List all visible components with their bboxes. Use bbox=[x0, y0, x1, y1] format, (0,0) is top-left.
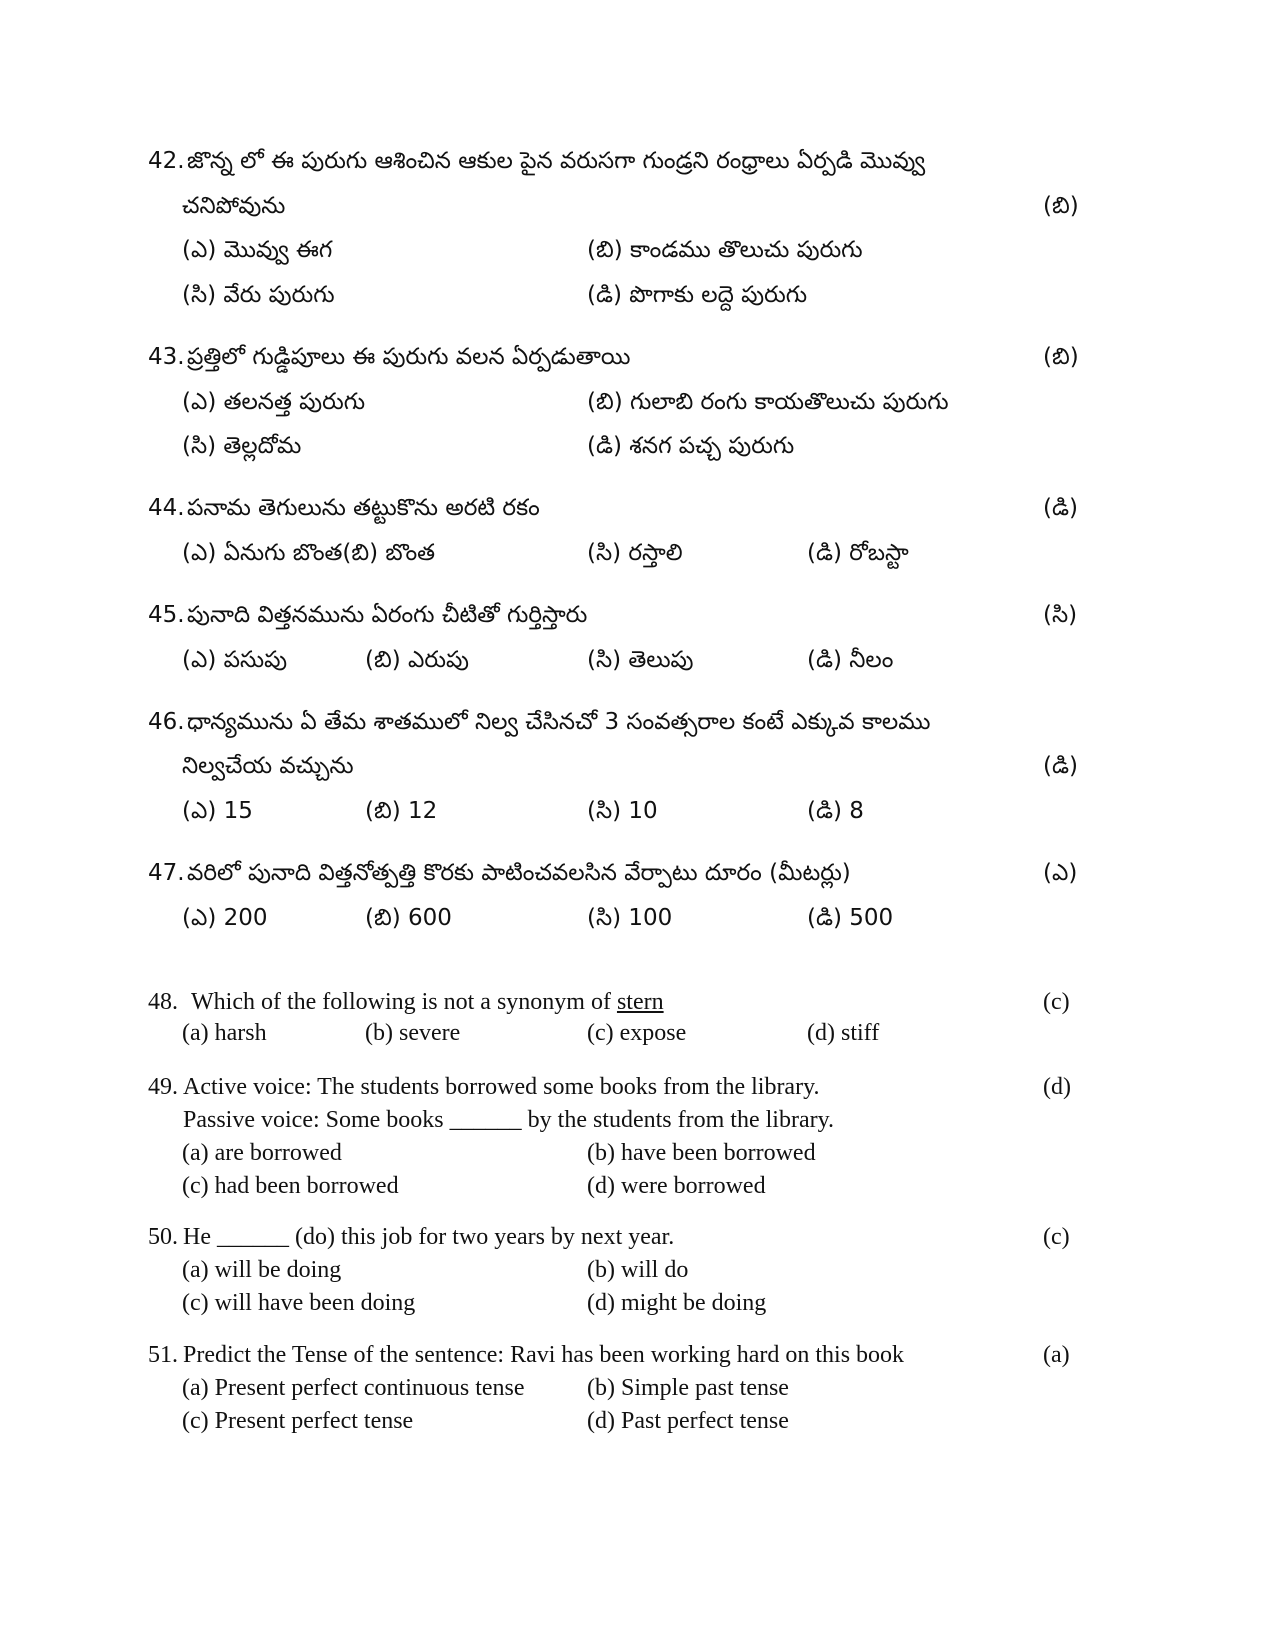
question-number: 51. bbox=[148, 1342, 178, 1368]
option-c: (సి) 10 bbox=[587, 798, 658, 824]
answer-key: (ఎ) bbox=[1043, 860, 1078, 886]
option-b: (b) have been borrowed bbox=[587, 1140, 816, 1166]
option-d: (d) Past perfect tense bbox=[587, 1408, 789, 1434]
question-text-prefix: Which of the following is not a synonym of bbox=[191, 989, 611, 1015]
option-b: (బి) గులాబి రంగు కాయతొలుచు పురుగు bbox=[587, 389, 949, 415]
option-d: (d) were borrowed bbox=[587, 1173, 766, 1199]
answer-key: (c) bbox=[1043, 989, 1070, 1015]
question-number: 47. bbox=[148, 860, 185, 886]
answer-key: (a) bbox=[1043, 1342, 1070, 1368]
answer-key: (బి) bbox=[1043, 193, 1079, 219]
option-a: (ఎ) తలనత్త పురుగు bbox=[182, 389, 366, 415]
answer-key: (సి) bbox=[1043, 602, 1078, 628]
question-number: 44. bbox=[148, 495, 185, 521]
question-text: Predict the Tense of the sentence: Ravi has been working hard on this book bbox=[183, 1342, 905, 1368]
option-a: (a) Present perfect continuous tense bbox=[182, 1375, 525, 1401]
question-text: వరిలో పునాది విత్తనోత్పత్తి కొరకు పాటించవలసిన వేర్పాటు దూరం (మీటర్లు) bbox=[187, 860, 851, 886]
option-c: (సి) 100 bbox=[587, 905, 673, 931]
question-number: 49. bbox=[148, 1074, 178, 1100]
option-b: (b) severe bbox=[365, 1020, 461, 1046]
question-text: పునాది విత్తనమును ఏరంగు చీటితో గుర్తిస్తారు bbox=[187, 602, 588, 628]
underlined-word: stern bbox=[616, 989, 664, 1015]
question-number: 46. bbox=[148, 709, 185, 735]
question-number: 45. bbox=[148, 602, 185, 628]
question-number: 50. bbox=[148, 1224, 178, 1250]
option-d: (డి) 500 bbox=[807, 905, 894, 931]
option-c: (సి) వేరు పురుగు bbox=[182, 282, 335, 308]
option-a: (ఎ) 15 bbox=[182, 798, 253, 824]
answer-key: (డి) bbox=[1043, 495, 1078, 521]
option-c: (సి) తెల్లదోమ bbox=[182, 433, 302, 459]
question-text: ప్రత్తిలో గుడ్డిపూలు ఈ పురుగు వలన ఏర్పడుతాయి bbox=[187, 344, 631, 370]
option-b: (బి) ఎరుపు bbox=[365, 647, 469, 673]
question-text: He ______ (do) this job for two years by next year. bbox=[183, 1224, 675, 1250]
option-d: (d) stiff bbox=[807, 1020, 880, 1046]
question-text: Active voice: The students borrowed some books from the library. bbox=[183, 1074, 820, 1100]
question-text-continued: నిల్వచేయ వచ్చును bbox=[182, 753, 354, 779]
option-a: (ఎ) 200 bbox=[182, 905, 268, 931]
option-c: (c) will have been doing bbox=[182, 1290, 416, 1316]
option-d: (డి) నీలం bbox=[807, 647, 894, 673]
option-b: (బి) కాండము తొలుచు పురుగు bbox=[587, 237, 863, 263]
option-b: (b) Simple past tense bbox=[587, 1375, 789, 1401]
question-text: పనామ తెగులును తట్టుకొను అరటి రకం bbox=[187, 495, 540, 521]
question-text: ధాన్యమును ఏ తేమ శాతములో నిల్వ చేసినచో 3 సంవత్సరాల కంటే ఎక్కువ కాలము bbox=[187, 709, 931, 735]
option-b: (బి) 12 bbox=[365, 798, 438, 824]
option-d: (డి) శనగ పచ్చ పురుగు bbox=[587, 433, 795, 459]
option-b: (b) will do bbox=[587, 1257, 689, 1283]
option-a-b: (ఎ) ఏనుగు బొంత(బి) బొంత bbox=[182, 540, 436, 566]
option-c: (c) had been borrowed bbox=[182, 1173, 399, 1199]
option-a: (a) are borrowed bbox=[182, 1140, 342, 1166]
option-d: (d) might be doing bbox=[587, 1290, 767, 1316]
question-number: 42. bbox=[148, 148, 185, 174]
option-d: (డి) పొగాకు లద్దె పురుగు bbox=[587, 282, 808, 308]
option-b: (బి) 600 bbox=[365, 905, 452, 931]
option-c: (c) expose bbox=[587, 1020, 687, 1046]
answer-key: (d) bbox=[1043, 1074, 1071, 1100]
question-text-continued: చనిపోవును bbox=[182, 193, 286, 219]
option-c: (సి) రస్తాలి bbox=[587, 540, 683, 566]
option-a: (ఎ) మొవ్వు ఈగ bbox=[182, 237, 333, 263]
option-c: (c) Present perfect tense bbox=[182, 1408, 414, 1434]
question-text-continued: Passive voice: Some books ______ by the students from the library. bbox=[183, 1107, 835, 1133]
option-d: (డి) 8 bbox=[807, 798, 864, 824]
answer-key: (డి) bbox=[1043, 753, 1078, 779]
answer-key: (c) bbox=[1043, 1224, 1070, 1250]
question-number: 48. bbox=[148, 989, 178, 1015]
question-text bbox=[191, 989, 664, 1016]
option-a: (a) harsh bbox=[182, 1020, 267, 1046]
question-number: 43. bbox=[148, 344, 185, 370]
answer-key: (బి) bbox=[1043, 344, 1079, 370]
option-a: (a) will be doing bbox=[182, 1257, 342, 1283]
question-text: జొన్న లో ఈ పురుగు ఆశించిన ఆకుల పైన వరుసగా గుండ్రని రంధ్రాలు ఏర్పడి మొవ్వు bbox=[187, 148, 926, 174]
option-c: (సి) తెలుపు bbox=[587, 647, 694, 673]
option-d: (డి) రోబస్టా bbox=[807, 540, 909, 566]
option-a: (ఎ) పసుపు bbox=[182, 647, 288, 673]
